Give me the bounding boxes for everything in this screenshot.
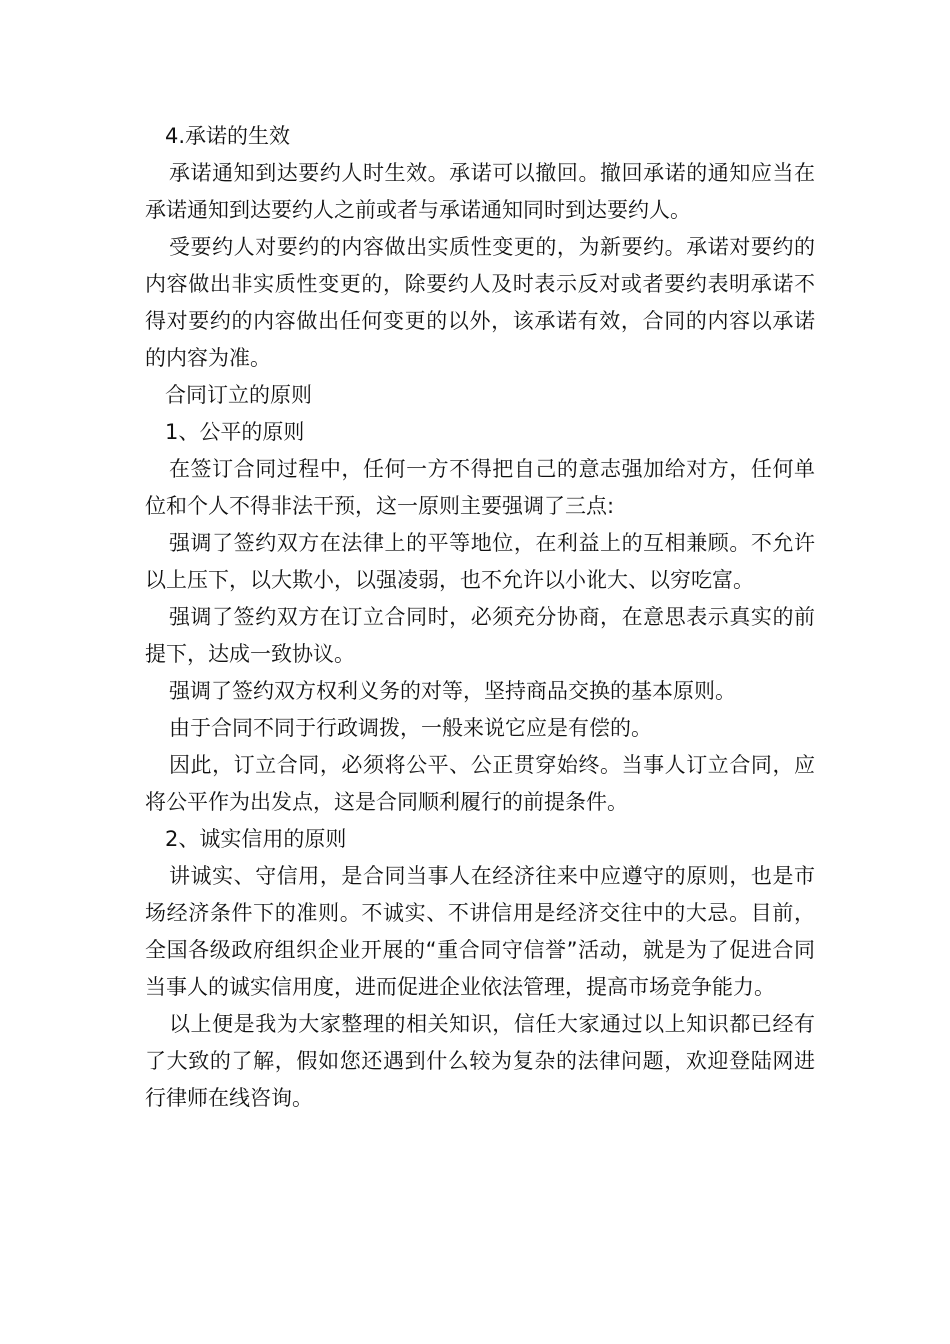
paragraph: 强调了签约双方权利义务的对等，坚持商品交换的基本原则。 — [169, 679, 736, 703]
paragraph: 强调了签约双方在订立合同时，必须充分协商，在意思表示真实的前提下，达成一致协议。 — [145, 605, 815, 666]
paragraph: 受要约人对要约的内容做出实质性变更的，为新要约。承诺对要约的内容做出非实质性变更的，除要约人及时表示反对或者要约表明承诺不得对要约的内容做出任何变更的以外，该承诺有效，合同的内容以承诺的内容为准。 — [145, 235, 815, 370]
paragraph: 强调了签约双方在法律上的平等地位，在利益上的互相兼顾。不允许以上压下，以大欺小，以强凌弱，也不允许以小讹大、以穷吃富。 — [145, 531, 815, 592]
paragraph: 由于合同不同于行政调拨，一般来说它应是有偿的。 — [169, 716, 652, 740]
section-heading-fairness: 1、公平的原则 — [165, 420, 305, 444]
paragraph: 讲诚实、守信用，是合同当事人在经济往来中应遵守的原则，也是市场经济条件下的准则。不诚实、不讲信用是经济交往中的大忌。目前，全国各级政府组织企业开展的“重合同守信誉”活动，就是为了促进合同当事人的诚实信用度，进而促进企业依法管理，提高市场竞争能力。 — [145, 864, 815, 999]
paragraph: 承诺通知到达要约人时生效。承诺可以撤回。撤回承诺的通知应当在承诺通知到达要约人之前或者与承诺通知同时到达要约人。 — [145, 161, 815, 222]
section-heading-contract-principles: 合同订立的原则 — [165, 383, 312, 407]
paragraph: 在签订合同过程中，任何一方不得把自己的意志强加给对方，任何单位和个人不得非法干预，这一原则主要强调了三点: — [145, 457, 815, 518]
document-body — [145, 118, 815, 1117]
section-heading-good-faith: 2、诚实信用的原则 — [165, 827, 347, 851]
section-heading-acceptance-effect: 4.承诺的生效 — [165, 124, 291, 148]
paragraph-closing: 以上便是我为大家整理的相关知识，信任大家通过以上知识都已经有了大致的了解，假如您还遇到什么较为复杂的法律问题，欢迎登陆网进行律师在线咨询。 — [145, 1012, 815, 1110]
paragraph: 因此，订立合同，必须将公平、公正贯穿始终。当事人订立合同，应将公平作为出发点，这是合同顺利履行的前提条件。 — [145, 753, 815, 814]
